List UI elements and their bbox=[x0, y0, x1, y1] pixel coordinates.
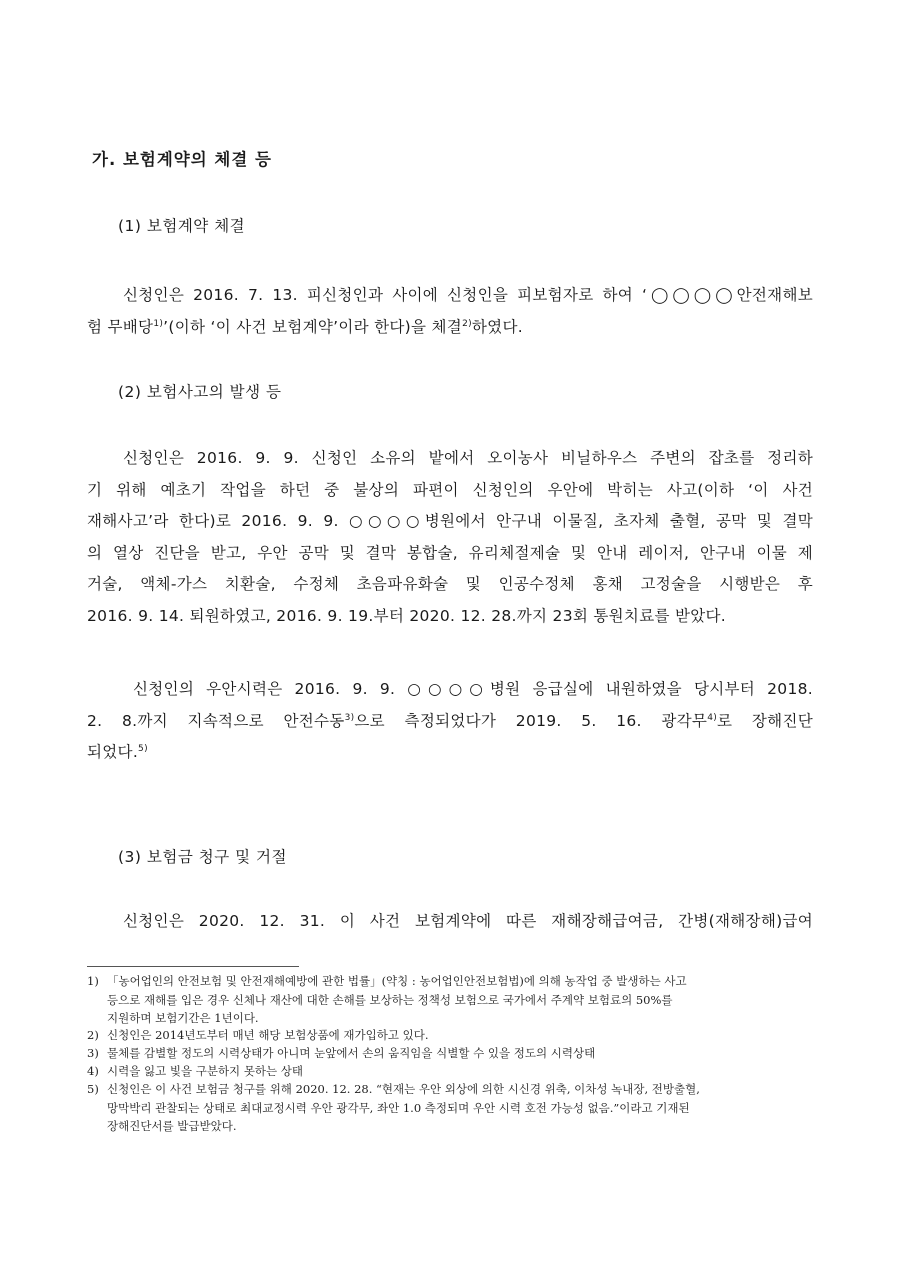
paragraph-line: 험 무배당$^{1)}$’(이하 ‘이 사건 보험계약’이라 한다)을 체결$^{2)}$하였다. bbox=[87, 317, 523, 336]
footnote-1 bbox=[87, 972, 813, 1028]
footnote-line: 등으로 재해를 입은 경우 신체나 재산에 대한 손해를 보상하는 정책성 보험으로 국가에서 주계약 보험료의 50%를 bbox=[107, 992, 673, 1007]
footnote-4 bbox=[87, 1062, 813, 1081]
paragraph-line: 신청인은 2020. 12. 31. 이 사건 보험계약에 따른 재해장해급여금, 간병(재해장해)급여 bbox=[123, 912, 813, 930]
paragraph-line: 신청인은 2016. 7. 13. 피신청인과 사이에 신청인을 피보험자로 하여 ‘◯◯◯◯안전재해보 bbox=[123, 286, 813, 304]
footnote-line: 「농어업인의 안전보험 및 안전재해예방에 관한 법률」(약칭 : 농어업인안전보험법)에 의해 농작업 중 발생하는 사고 bbox=[107, 974, 687, 988]
paragraph-contract bbox=[87, 280, 813, 343]
paragraph-line: 되었다.$^{5)}$ bbox=[87, 743, 148, 761]
footnote-number: 1) bbox=[87, 974, 99, 988]
footnote-number: 3) bbox=[87, 1046, 99, 1060]
footnote-ref: 4) bbox=[707, 712, 718, 723]
paragraph-line: 거술, 액체-가스 치환술, 수정체 초음파유화술 및 인공수정체 홍채 고정술을 시행받은 후 bbox=[87, 575, 813, 593]
footnote-line: 장해진단서를 발급받았다. bbox=[107, 1119, 237, 1133]
section-heading: 가. 보험계약의 체결 등 bbox=[92, 150, 272, 169]
footnote-2 bbox=[87, 1026, 813, 1045]
subsection-title-3: (3) 보험금 청구 및 거절 bbox=[118, 848, 287, 866]
footnote-ref: 2) bbox=[462, 318, 472, 329]
footnote-line: 신청인은 이 사건 보험금 청구를 위해 2020. 12. 28. “현재는 우안 외상에 의한 시신경 위축, 이차성 녹내장, 전방출혈, bbox=[107, 1082, 700, 1096]
footnote-line: 망막박리 관찰되는 상태로 최대교정시력 우안 광각무, 좌안 1.0 측정되며 우안 시력 호전 가능성 없음.”이라고 기재된 bbox=[107, 1100, 690, 1115]
footnote-ref: 3) bbox=[344, 712, 355, 723]
footnote-number: 2) bbox=[87, 1028, 99, 1042]
footnote-5 bbox=[87, 1080, 813, 1136]
paragraph-accident bbox=[87, 443, 813, 632]
paragraph-line: 기 위해 예초기 작업을 하던 중 불상의 파편이 신청인의 우안에 박히는 사고(이하 ‘이 사건 bbox=[87, 480, 813, 499]
paragraph-line: 신청인의 우안시력은 2016. 9. 9. ○○○○병원 응급실에 내원하였을 당시부터 2018. bbox=[133, 680, 813, 698]
footnote-ref: 1) bbox=[153, 318, 164, 329]
footnote-line: 물체를 감별할 정도의 시력상태가 아니며 눈앞에서 손의 움직임을 식별할 수 있을 정도의 시력상태 bbox=[107, 1046, 596, 1060]
paragraph-line: 2016. 9. 14. 퇴원하였고, 2016. 9. 19.부터 2020. 12. 28.까지 23회 통원치료를 받았다. bbox=[87, 606, 727, 625]
footnote-line: 시력을 잃고 빛을 구분하지 못하는 상태 bbox=[107, 1064, 304, 1078]
paragraph-line: 신청인은 2016. 9. 9. 신청인 소유의 밭에서 오이농사 비닐하우스 주변의 잡초를 정리하 bbox=[123, 449, 813, 467]
footnote-number: 4) bbox=[87, 1064, 99, 1078]
footnote-divider bbox=[87, 966, 299, 967]
paragraph-line: 재해사고’라 한다)로 2016. 9. 9. ○○○○병원에서 안구내 이물질, 초자체 출혈, 공막 및 결막 bbox=[87, 512, 813, 530]
paragraph-line: 의 열상 진단을 받고, 우안 공막 및 결막 봉합술, 유리체절제술 및 안내 레이저, 안구내 이물 제 bbox=[87, 543, 813, 562]
footnote-line: 신청인은 2014년도부터 매년 해당 보험상품에 재가입하고 있다. bbox=[107, 1028, 429, 1042]
subsection-title-1: (1) 보험계약 체결 bbox=[118, 217, 246, 235]
paragraph-line: 2. 8.까지 지속적으로 안전수동$^{3)}$으로 측정되었다가 2019. 5. 16. 광각무$^{4)}$로 장해진단 bbox=[87, 711, 814, 730]
subsection-title-2: (2) 보험사고의 발생 등 bbox=[118, 383, 282, 401]
footnote-number: 5) bbox=[87, 1082, 99, 1096]
footnote-line: 지원하며 보험기간은 1년이다. bbox=[107, 1011, 259, 1025]
paragraph-vision bbox=[87, 674, 813, 769]
paragraph-claim bbox=[87, 906, 813, 938]
footnote-3 bbox=[87, 1044, 813, 1063]
footnote-ref: 5) bbox=[138, 743, 148, 754]
